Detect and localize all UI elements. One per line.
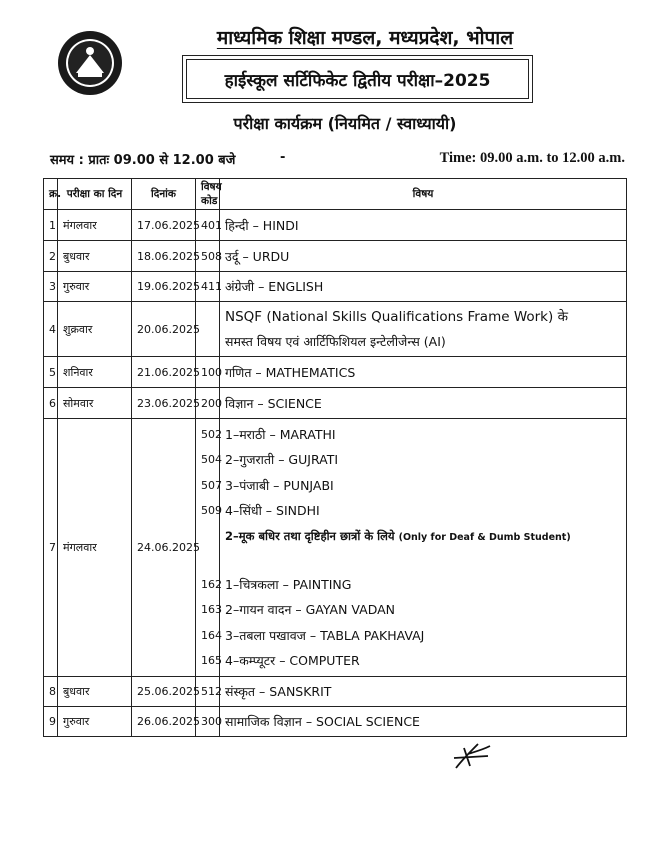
header-date: दिनांक	[132, 179, 196, 210]
subject-item: 2–गुजराती – GUJRATI	[225, 452, 339, 467]
row-subject: हिन्दी – HINDI	[220, 210, 627, 241]
row-code: 100	[196, 357, 220, 388]
row-day: शुक्रवार	[58, 302, 132, 357]
row-code: 508	[196, 241, 220, 272]
row-sn: 6	[44, 388, 58, 419]
row-code: 200	[196, 388, 220, 419]
row-date: 21.06.2025	[132, 357, 196, 388]
subject-item: 1–मराठी – MARATHI	[225, 426, 336, 442]
row-day: गुरुवार	[58, 707, 132, 737]
subject-item: 3–तबला पखावज – TABLA PAKHAVAJ	[225, 627, 425, 643]
time-separator: -	[280, 150, 286, 165]
header-subject: विषय	[220, 179, 627, 210]
row-sn: 8	[44, 677, 58, 707]
header-sn: क्र.	[44, 179, 58, 210]
row-day: शनिवार	[58, 357, 132, 388]
row-sn: 7	[44, 419, 58, 677]
row-date: 26.06.2025	[132, 707, 196, 737]
subject-item: 4–सिंधी – SINDHI	[225, 503, 320, 518]
row-sn: 1	[44, 210, 58, 241]
row-subject: सामाजिक विज्ञान – SOCIAL SCIENCE	[220, 707, 627, 737]
table-header-row	[44, 179, 627, 210]
row-day: बुधवार	[58, 677, 132, 707]
code-item: 163	[201, 603, 222, 616]
signature-mark	[452, 740, 492, 772]
table-row	[44, 272, 627, 302]
subject-item: 3–पंजाबी – PUNJABI	[225, 477, 334, 493]
row-code: 300	[196, 707, 220, 737]
code-item: 162	[201, 577, 222, 591]
row-date: 25.06.2025	[132, 677, 196, 707]
row-subject-list	[220, 419, 627, 677]
subject-item: 1–चित्रकला – PAINTING	[225, 576, 352, 592]
table-row	[44, 241, 627, 272]
row-sn: 5	[44, 357, 58, 388]
exam-time-row	[40, 150, 625, 170]
row-subject: गणित – MATHEMATICS	[220, 357, 627, 388]
program-title: परीक्षा कार्यक्रम (नियमित / स्वाध्यायी)	[233, 114, 457, 133]
row-subject: उर्दू – URDU	[220, 241, 627, 272]
code-item: 509	[201, 504, 222, 517]
table-row	[44, 388, 627, 419]
row-sn: 4	[44, 302, 58, 357]
row-sn: 3	[44, 272, 58, 302]
note-english: (Only for Deaf & Dumb Student)	[398, 531, 571, 543]
row-subject: अंग्रेजी – ENGLISH	[220, 272, 627, 302]
table-row	[44, 419, 627, 677]
code-item: 165	[201, 654, 222, 667]
row-day: मंगलवार	[58, 210, 132, 241]
nsqf-subject-line1: NSQF (National Skills Qualifications Frame Work) के	[225, 309, 568, 325]
note-hindi: 2–मूक बधिर तथा दृष्टिहीन छात्रों के लिये	[225, 528, 395, 543]
table-row	[44, 707, 627, 737]
code-item: 502	[201, 427, 222, 441]
time-english: Time: 09.00 a.m. to 12.00 a.m.	[439, 150, 625, 166]
row-code: 512	[196, 677, 220, 707]
table-row	[44, 302, 627, 357]
row-subject: विज्ञान – SCIENCE	[220, 388, 627, 419]
row-sn: 2	[44, 241, 58, 272]
table-row	[44, 210, 627, 241]
code-item: 164	[201, 628, 222, 642]
table-row	[44, 357, 627, 388]
row-date: 18.06.2025	[132, 241, 196, 272]
row-date: 24.06.2025	[132, 419, 196, 677]
row-subject	[220, 302, 627, 357]
exam-title: हाईस्कूल सर्टिफिकेट द्वितीय परीक्षा–2025	[186, 59, 529, 99]
code-item: 507	[201, 478, 222, 492]
row-day: गुरुवार	[58, 272, 132, 302]
row-day: बुधवार	[58, 241, 132, 272]
exam-schedule-table	[43, 178, 627, 737]
table-row	[44, 677, 627, 707]
time-hindi: समय : प्रातः 09.00 से 12.00 बजे	[50, 153, 236, 168]
subject-item: 2–गायन वादन – GAYAN VADAN	[225, 602, 396, 617]
row-day: मंगलवार	[58, 419, 132, 677]
code-item: 504	[201, 453, 222, 466]
nsqf-subject-line2: समस्त विषय एवं आर्टिफिशियल इन्टेलीजेन्स (AI)	[225, 334, 446, 349]
row-date: 20.06.2025	[132, 302, 196, 357]
deaf-dumb-note	[225, 524, 621, 572]
subject-item: 4–कम्प्यूटर – COMPUTER	[225, 653, 360, 668]
header-code: विषय कोड	[196, 179, 220, 210]
row-subject: संस्कृत – SANSKRIT	[220, 677, 627, 707]
row-code: 401	[196, 210, 220, 241]
board-logo-seal	[56, 29, 124, 97]
row-date: 17.06.2025	[132, 210, 196, 241]
board-name: माध्यमिक शिक्षा मण्डल, मध्यप्रदेश, भोपाल	[216, 27, 514, 49]
row-code: 411	[196, 272, 220, 302]
code-spacer	[201, 524, 214, 572]
row-day: सोमवार	[58, 388, 132, 419]
row-date: 19.06.2025	[132, 272, 196, 302]
row-sn: 9	[44, 707, 58, 737]
header-day: परीक्षा का दिन	[58, 179, 132, 210]
row-date: 23.06.2025	[132, 388, 196, 419]
